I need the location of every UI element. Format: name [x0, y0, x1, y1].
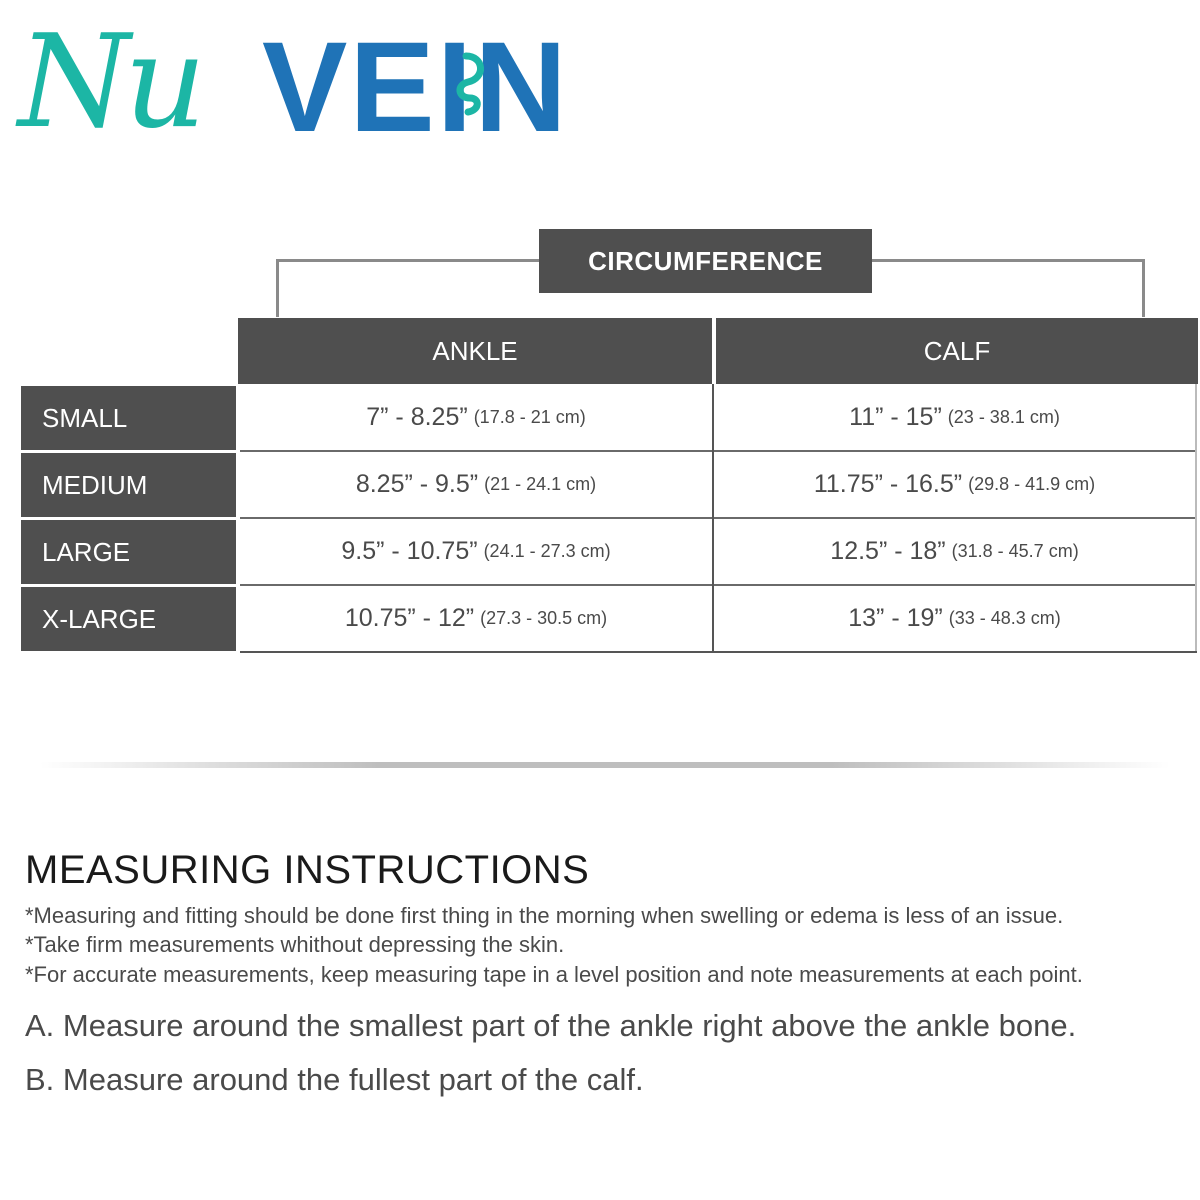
column-header-calf: CALF — [716, 318, 1198, 384]
instruction-note-2: *Take firm measurements whithout depressing the skin. — [25, 932, 565, 957]
table-cell-ankle-medium: 8.25” - 9.5” (21 - 24.1 cm) — [355, 469, 597, 498]
row-label-medium: MEDIUM — [21, 453, 236, 517]
instruction-step-b: B. Measure around the fullest part of the calf. — [25, 1062, 644, 1097]
brand-logo — [18, 8, 578, 158]
instruction-note-3: *For accurate measurements, keep measuring tape in a level position and note measurements at each point. — [25, 962, 1083, 987]
table-cell-calf-small: 11” - 15” (23 - 38.1 cm) — [849, 402, 1060, 431]
table-cell-calf-medium: 11.75” - 16.5” (29.8 - 41.9 cm) — [813, 469, 1096, 498]
column-header-ankle: ANKLE — [238, 318, 712, 384]
row-label-x-large: X-LARGE — [21, 587, 236, 651]
logo-block-text: VEIN — [262, 16, 569, 159]
logo-script-text: Nu — [18, 8, 201, 157]
row-label-large: LARGE — [21, 520, 236, 584]
logo-swirl-icon — [436, 48, 496, 138]
table-cell-ankle-large: 9.5” - 10.75” (24.1 - 27.3 cm) — [341, 536, 611, 565]
instruction-note-1: *Measuring and fitting should be done first thing in the morning when swelling or edema is less of an issue. — [25, 903, 1064, 928]
table-cell-ankle-small: 7” - 8.25” (17.8 - 21 cm) — [366, 402, 586, 431]
section-divider — [40, 762, 1170, 768]
table-cell-calf-large: 12.5” - 18” (31.8 - 45.7 cm) — [830, 536, 1079, 565]
size-table — [240, 384, 1197, 653]
instructions-title: MEASURING INSTRUCTIONS — [25, 848, 590, 892]
instruction-step-a: A. Measure around the smallest part of the ankle right above the ankle bone. — [25, 1008, 1077, 1043]
row-label-small: SMALL — [21, 386, 236, 450]
table-cell-calf-x-large: 13” - 19” (33 - 48.3 cm) — [848, 603, 1061, 632]
circumference-header: CIRCUMFERENCE — [539, 229, 872, 293]
table-cell-ankle-x-large: 10.75” - 12” (27.3 - 30.5 cm) — [344, 603, 608, 632]
